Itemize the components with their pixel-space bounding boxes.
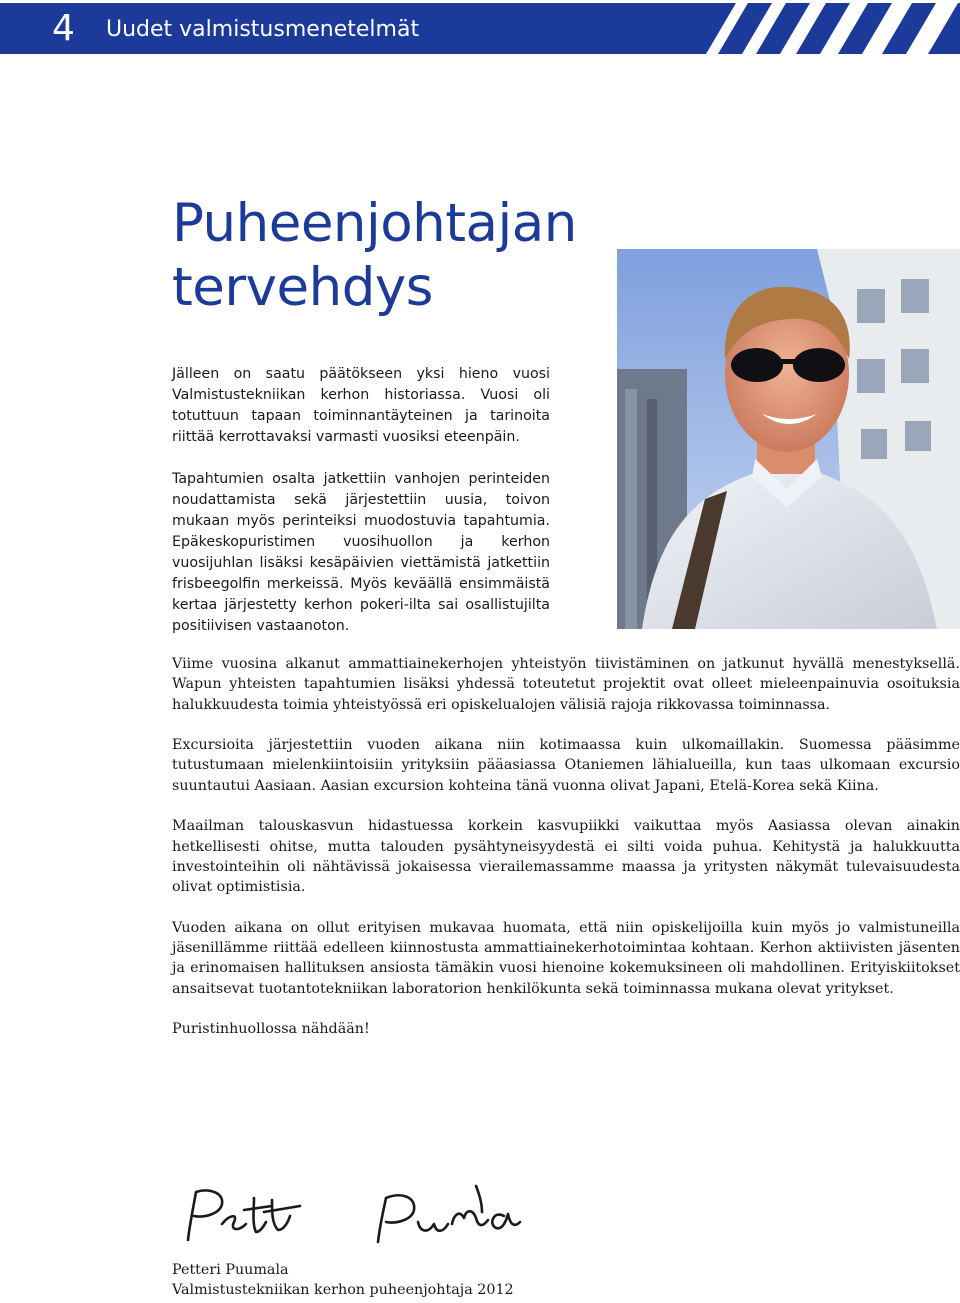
page-number: 4 bbox=[52, 8, 75, 49]
closing-line: Puristinhuollossa nähdään! bbox=[172, 1021, 370, 1038]
intro-column bbox=[172, 364, 550, 658]
article-title-line-1: Puheenjohtajan bbox=[172, 193, 577, 254]
body-paragraph: Viime vuosina alkanut ammattiainekerhojen yhteistyön tiivistäminen on jatkunut hyvällä menestyksellä. Wapun yhteisten tapahtumien lisäksi yhdessä toteutetut projektit ovat olleet mieleenpainuvia osoituksia halukkuudesta toimia yhteistyössä eri opiskelualojen välisiä rajoja rikkovassa toiminnassa. bbox=[172, 656, 960, 713]
chairman-photo bbox=[617, 249, 960, 629]
chapter-title: Uudet valmistusmenetelmät bbox=[106, 17, 420, 42]
handwritten-signature bbox=[160, 1152, 550, 1257]
signer-block bbox=[172, 1260, 672, 1300]
signer-name: Petteri Puumala bbox=[172, 1262, 289, 1278]
intro-paragraph: Jälleen on saatu päätökseen yksi hieno vuosi Valmistustekniikan kerhon historiassa. Vuosi oli totuttuun tapaan toiminnantäyteinen ja tarinoita riittää kerrottavaksi varmasti vuosiksi eteenpäin. bbox=[172, 366, 550, 445]
article-title bbox=[172, 192, 577, 320]
page-header bbox=[0, 0, 960, 58]
body-paragraph: Vuoden aikana on ollut erityisen mukavaa huomata, että niin opiskelijoilla kuin myös jo valmistuneilla jäsenillämme riittää edelleen kiinnostusta ammattiainekerhotoimintaa kohtaan. Kerhon aktiivisten jäsenten ja erinomaisen hallituksen ansiosta tämäkin vuosi hienoine kokemuksineen oli mahdollinen. Erityiskiitokset ansaitsevat tuotantotekniikan laboratorion henkilökunta sekä toiminnassa mukana olevat yritykset. bbox=[172, 919, 960, 997]
header-band bbox=[0, 3, 960, 54]
body-paragraph: Maailman talouskasvun hidastuessa korkein kasvupiikki vaikuttaa myös Aasiassa olevan ainakin hetkellisesti ohitse, mutta talouden pysähtyneisyydestä ei silti voida puhua. Kehitystä ja halukkuutta investointeihin oli nähtävissä jokaisessa vierailemassamme maassa ja yritysten näkymät tulevaisuudesta olivat optimistisia. bbox=[172, 818, 960, 896]
chairman-portrait-image bbox=[617, 249, 960, 629]
article-title-line-2: tervehdys bbox=[172, 257, 433, 318]
signer-role: Valmistustekniikan kerhon puheenjohtaja 2012 bbox=[172, 1282, 514, 1298]
article-body bbox=[172, 654, 960, 1060]
intro-paragraph: Tapahtumien osalta jatkettiin vanhojen perinteiden noudattamista sekä järjestettiin uusia, toivon mukaan myös perinteiksi muodostuvia tapahtumia. Epäkeskopuristimen vuosihuollon ja kerhon vuosijuhlan lisäksi kesäpäivien viettämistä jatkettiin frisbeegolfin merkeissä. Myös keväällä ensimmäistä kertaa järjestetty kerhon pokeri-ilta sai osallistujilta positiivisen vastaanoton. bbox=[172, 471, 550, 634]
body-paragraph: Excursioita järjestettiin vuoden aikana niin kotimaassa kuin ulkomaillakin. Suomessa pääsimme tutustumaan mielenkiintoisiin yrityksiin pääasiassa Otaniemen lähialueilla, kun taas ulkomaan excursio suuntautui Aasiaan. Aasian excursion kohteina tänä vuonna olivat Japani, Etelä-Korea sekä Kiina. bbox=[172, 737, 960, 794]
